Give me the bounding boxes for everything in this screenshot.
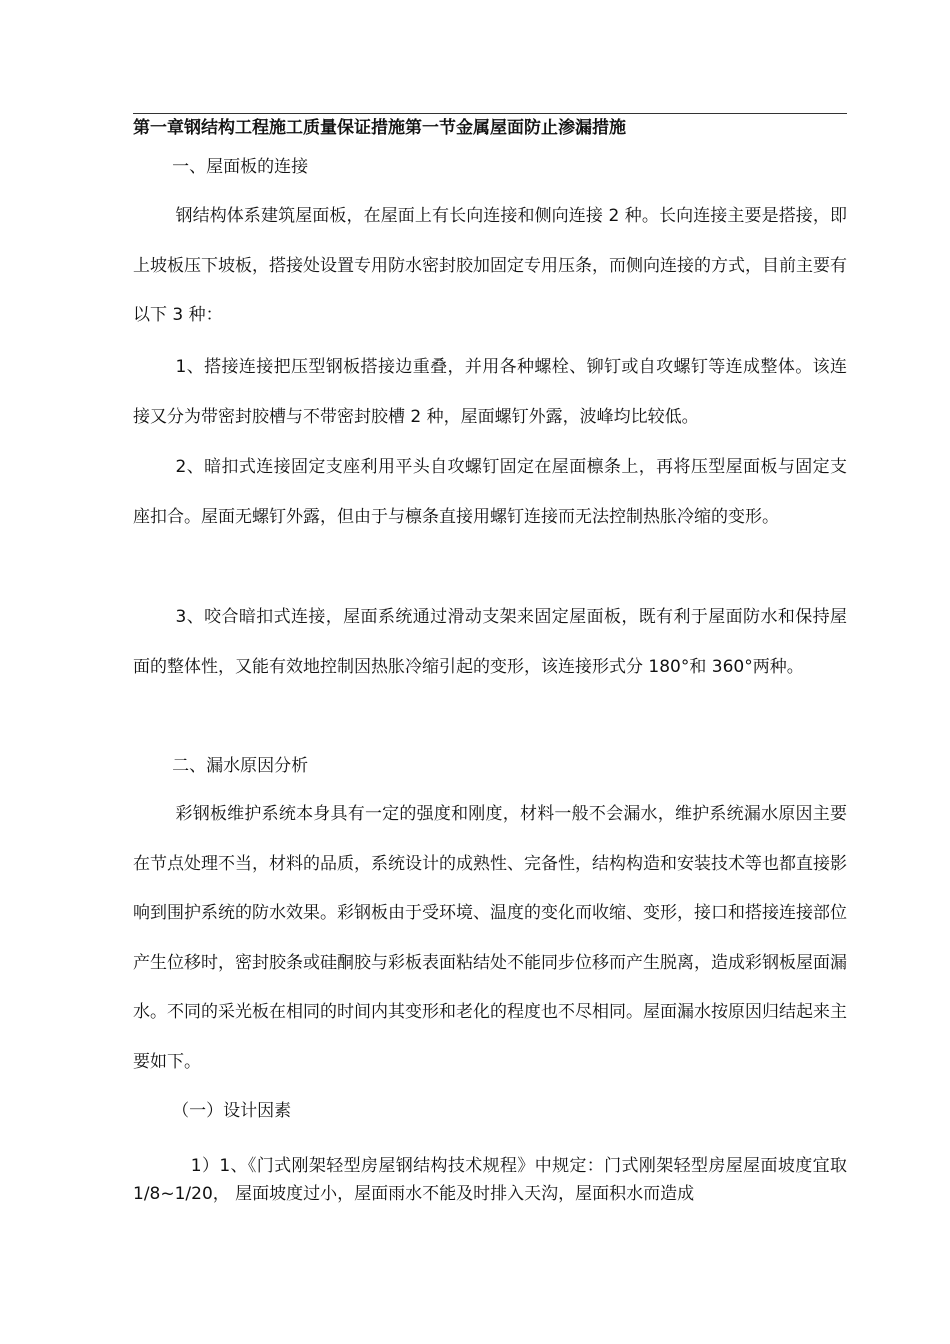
section-heading-3: （一）设计因素 xyxy=(172,1101,292,1121)
paragraph-seam-lock-connection: 3、咬合暗扣式连接，屋面系统通过滑动支架来固定屋面板，既有利于屋面防水和保持屋面的整体性，又能有效地控制因热胀冷缩引起的变形，该连接形式分 180°和 360°两种。 xyxy=(133,607,847,677)
header-rule xyxy=(133,113,847,114)
paragraph-roof-panel-connection: 钢结构体系建筑屋面板，在屋面上有长向连接和侧向连接 2 种。长向连接主要是搭接，即上坡板压下坡板，搭接处设置专用防水密封胶加固定专用压条，而侧向连接的方式，目前主要有以下 3 种： xyxy=(133,206,847,325)
section-heading-1: 一、屋面板的连接 xyxy=(172,157,309,177)
list-item-design-code: 1）1、《门式刚架轻型房屋钢结构技术规程》中规定：门式刚架轻型房屋屋面坡度宜取 1/8~1/20， 屋面坡度过小，屋面雨水不能及时排入天沟，屋面积水而造成 xyxy=(133,1156,847,1204)
paragraph-concealed-connection: 2、暗扣式连接固定支座利用平头自攻螺钉固定在屋面檩条上，再将压型屋面板与固定支座扣合。屋面无螺钉外露，但由于与檩条直接用螺钉连接而无法控制热胀冷缩的变形。 xyxy=(133,457,847,527)
paragraph-lap-connection: 1、搭接连接把压型钢板搭接边重叠，并用各种螺栓、铆钉或自攻螺钉等连成整体。该连接又分为带密封胶槽与不带密封胶槽 2 种，屋面螺钉外露，波峰均比较低。 xyxy=(133,357,847,427)
section-heading-2: 二、漏水原因分析 xyxy=(172,756,309,776)
paragraph-leak-cause-analysis: 彩钢板维护系统本身具有一定的强度和刚度，材料一般不会漏水，维护系统漏水原因主要在节点处理不当，材料的品质，系统设计的成熟性、完备性，结构构造和安装技术等也都直接影响到围护系统的防水效果。彩钢板由于受环境、温度的变化而收缩、变形，接口和搭接连接部位产生位移时，密封胶条或硅酮胶与彩板表面粘结处不能同步位移而产生脱离，造成彩钢板屋面漏水。不同的采光板在相同的时间内其变形和老化的程度也不尽相同。屋面漏水按原因归结起来主要如下。 xyxy=(133,804,847,1072)
chapter-title: 第一章钢结构工程施工质量保证措施第一节金属屋面防止渗漏措施 xyxy=(133,118,626,138)
